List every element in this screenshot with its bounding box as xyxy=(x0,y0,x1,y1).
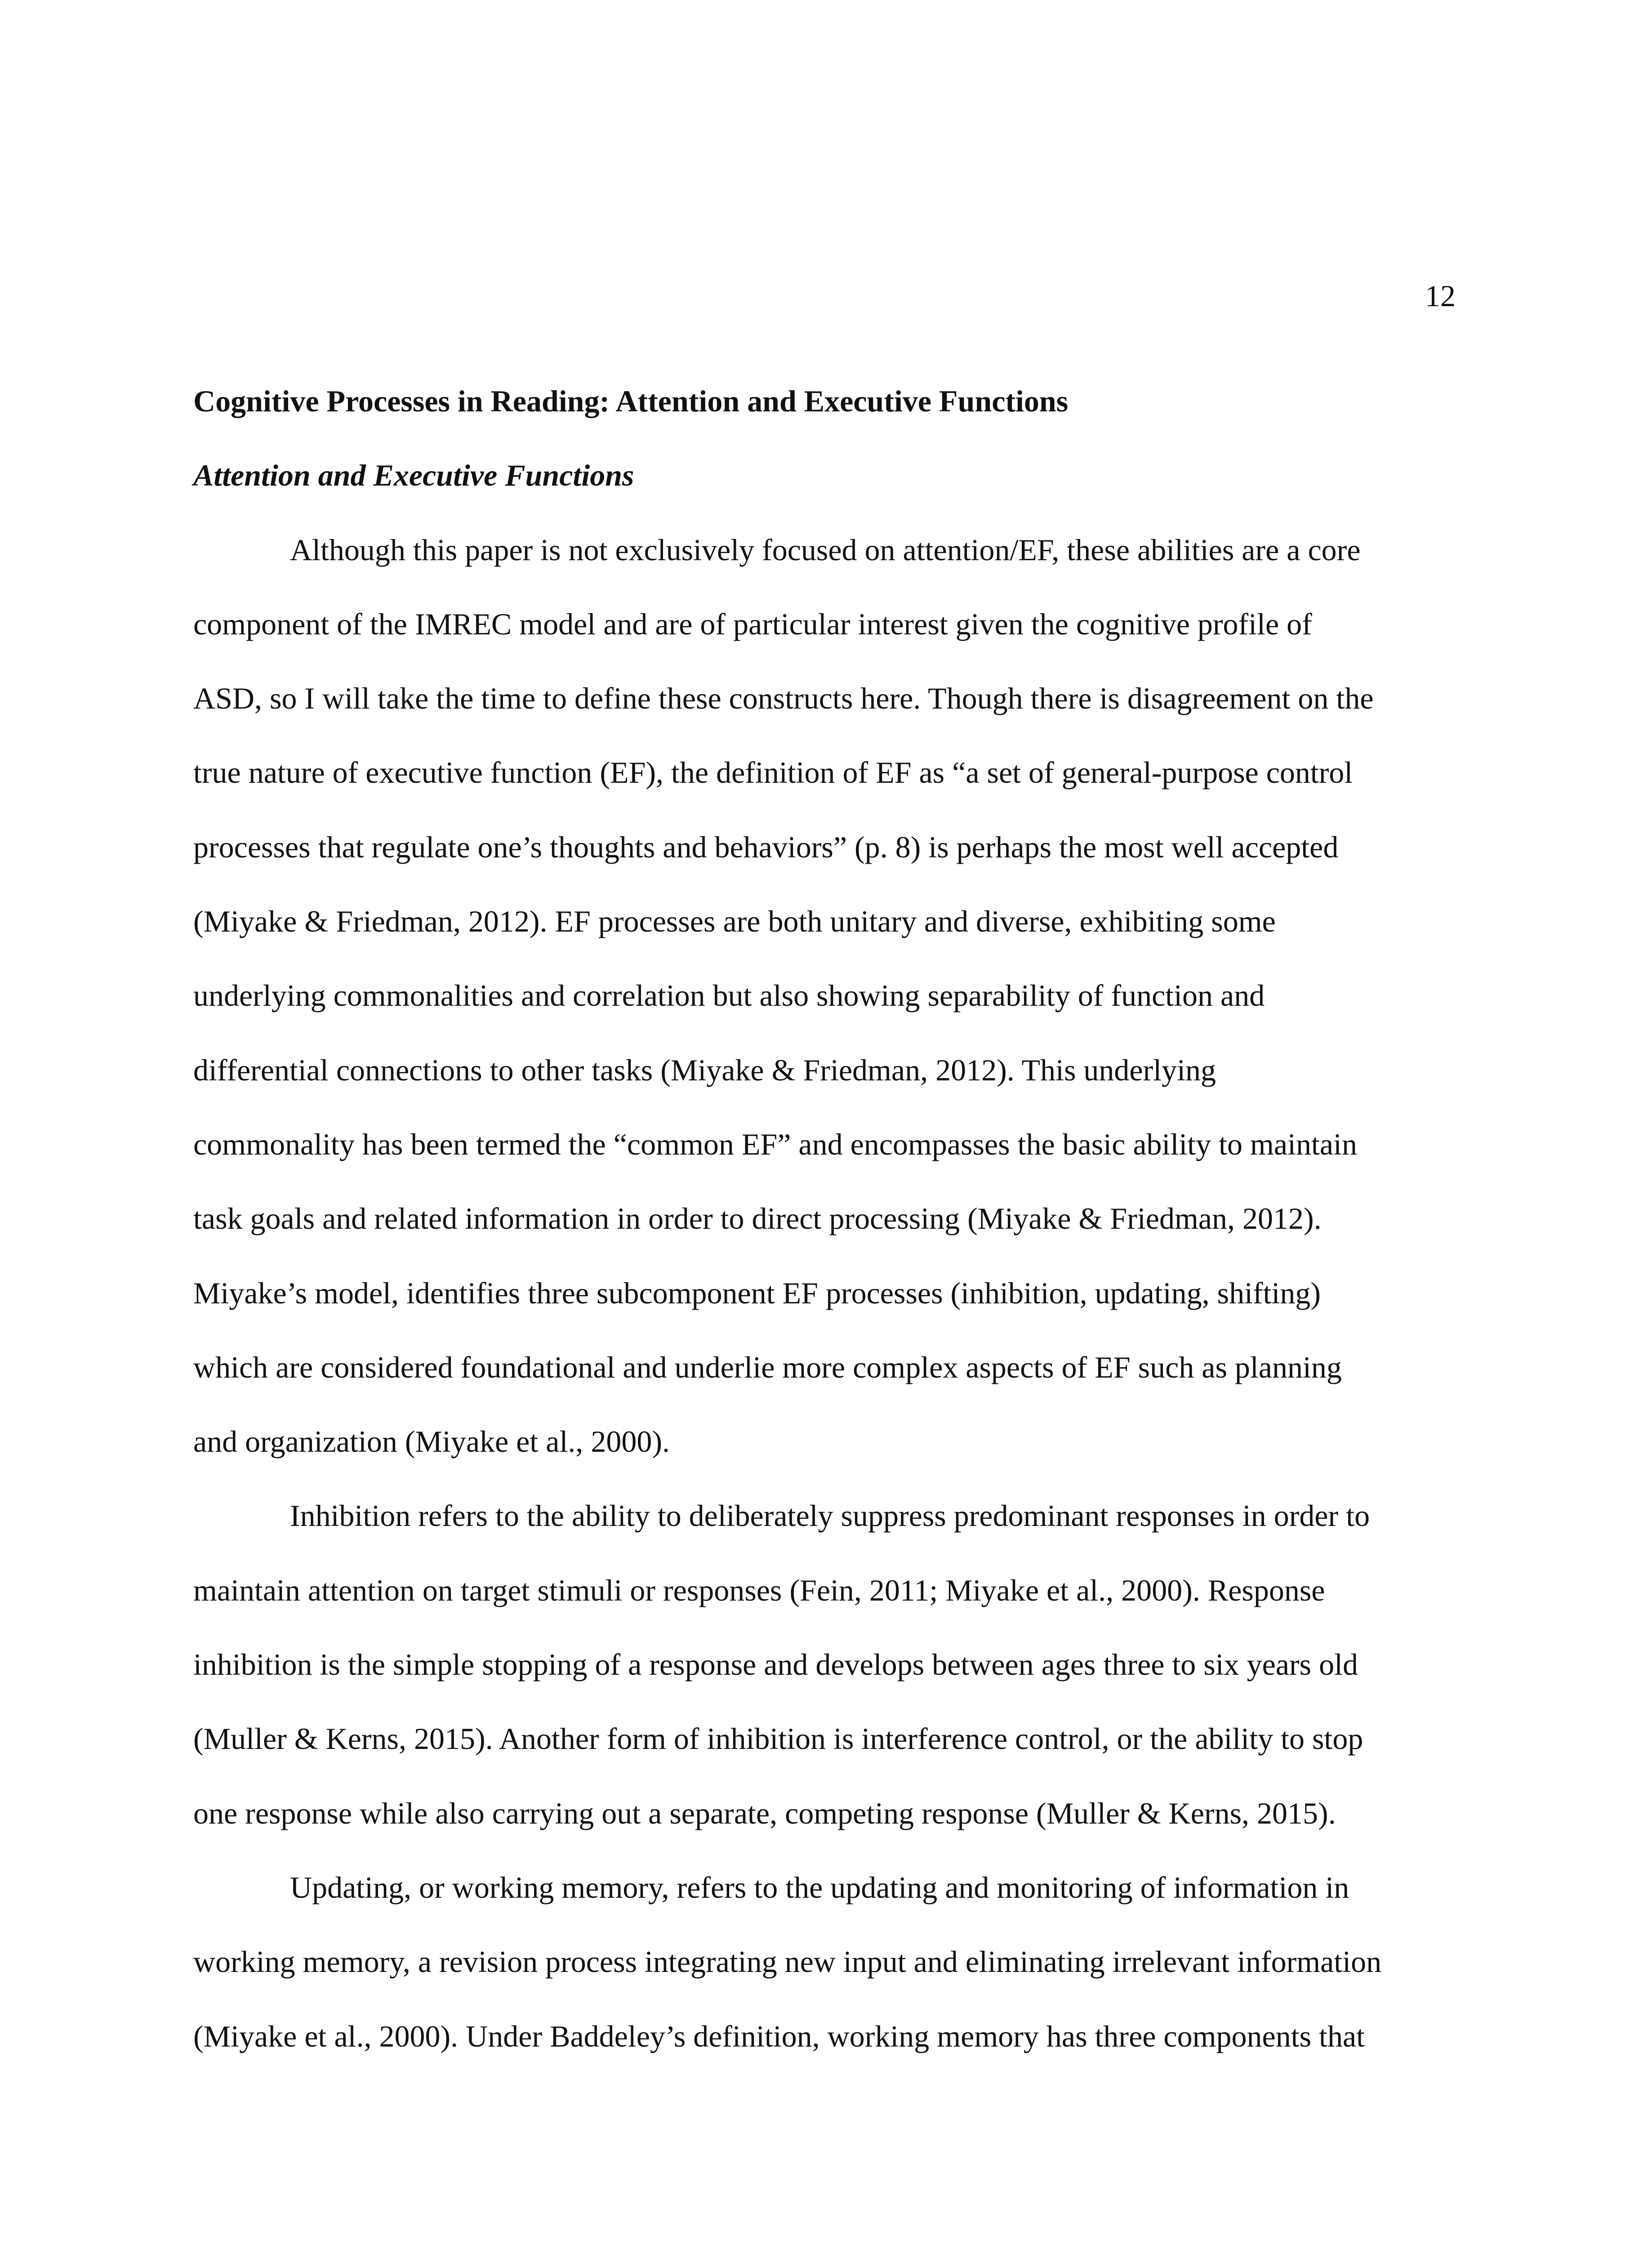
text-line: which are considered foundational and underlie more complex aspects of EF such as planning xyxy=(193,1350,1342,1384)
text-line: one response while also carrying out a separate, competing response (Muller & Kerns, 2015). xyxy=(193,1796,1336,1830)
text-line: differential connections to other tasks (Miyake & Friedman, 2012). This underlying xyxy=(193,1053,1216,1087)
text-line: Miyake’s model, identifies three subcomponent EF processes (inhibition, updating, shifting) xyxy=(193,1276,1321,1310)
paragraph-updating xyxy=(193,1851,1459,2074)
text-line: and organization (Miyake et al., 2000). xyxy=(193,1424,670,1459)
text-line: Updating, or working memory, refers to the updating and monitoring of information in xyxy=(290,1870,1349,1905)
text-line: (Muller & Kerns, 2015). Another form of inhibition is interference control, or the ability to stop xyxy=(193,1722,1363,1756)
page-number: 12 xyxy=(1425,279,1456,313)
text-line: underlying commonalities and correlation but also showing separability of function and xyxy=(193,978,1265,1013)
text-line: task goals and related information in order to direct processing (Miyake & Friedman, 2012). xyxy=(193,1201,1322,1236)
text-line: component of the IMREC model and are of particular interest given the cognitive profile of xyxy=(193,607,1312,641)
subsection-heading: Attention and Executive Functions xyxy=(193,458,634,493)
text-line: processes that regulate one’s thoughts and behaviors” (p. 8) is perhaps the most well accepted xyxy=(193,830,1339,864)
text-line: (Miyake et al., 2000). Under Baddeley’s definition, working memory has three components that xyxy=(193,2019,1365,2053)
paragraph-inhibition xyxy=(193,1479,1459,1850)
text-line: Inhibition refers to the ability to deliberately suppress predominant responses in order to xyxy=(290,1499,1370,1533)
text-line: maintain attention on target stimuli or responses (Fein, 2011; Miyake et al., 2000). Response xyxy=(193,1573,1325,1607)
text-line: ASD, so I will take the time to define these constructs here. Though there is disagreement on the xyxy=(193,681,1374,716)
document-body xyxy=(193,364,1459,2074)
text-line: commonality has been termed the “common EF” and encompasses the basic ability to maintain xyxy=(193,1127,1357,1161)
text-line: Although this paper is not exclusively focused on attention/EF, these abilities are a core xyxy=(290,532,1361,567)
text-line: (Miyake & Friedman, 2012). EF processes are both unitary and diverse, exhibiting some xyxy=(193,904,1276,939)
text-line: inhibition is the simple stopping of a response and develops between ages three to six years old xyxy=(193,1647,1358,1682)
text-line: working memory, a revision process integrating new input and eliminating irrelevant information xyxy=(193,1945,1382,1979)
text-line: true nature of executive function (EF), the definition of EF as “a set of general-purpose control xyxy=(193,755,1353,790)
paragraph-executive-function xyxy=(193,513,1459,1479)
section-heading: Cognitive Processes in Reading: Attention and Executive Functions xyxy=(193,384,1069,418)
